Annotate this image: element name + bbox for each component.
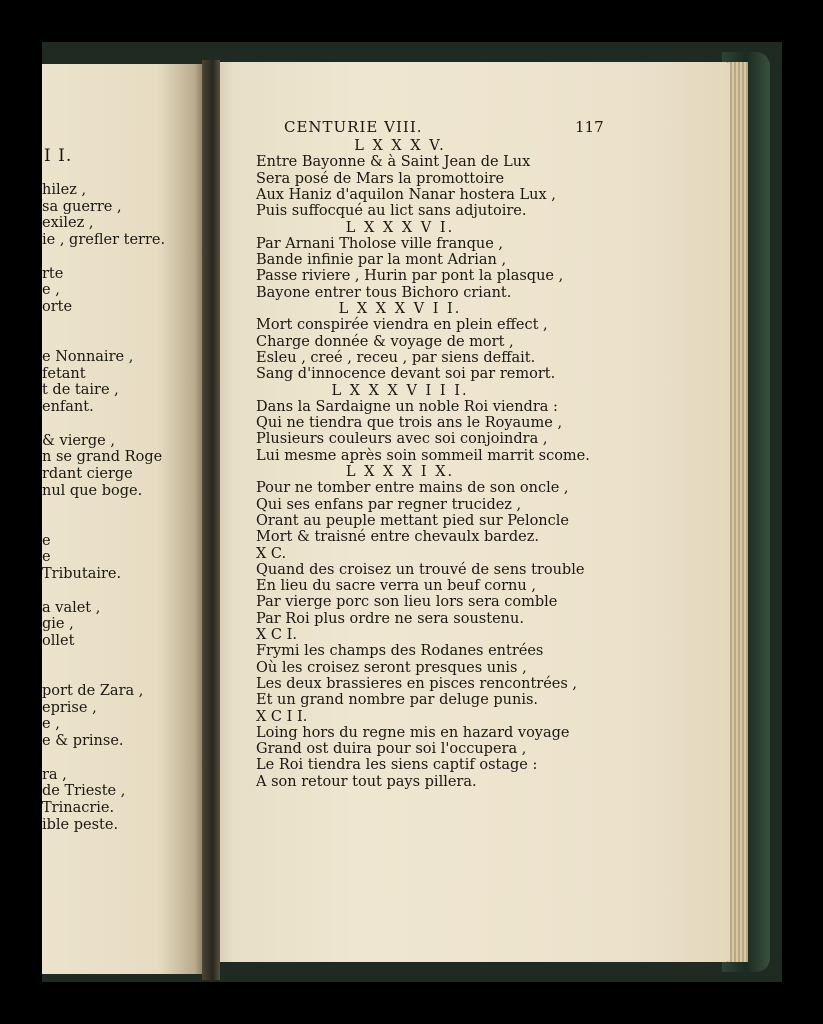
left-verse-fragment: hilez , xyxy=(42,182,87,198)
verse-line: Le Roi tiendra les siens captif ostage : xyxy=(256,757,538,774)
verse-line: Bande infinie par la mont Adrian , xyxy=(256,252,507,269)
left-verse-fragment: enfant. xyxy=(42,399,94,416)
verse-line: Sang d'innocence devant soi par remort. xyxy=(256,366,556,383)
quatrain-number: L X X X I X. xyxy=(345,464,455,480)
verse-line: X C. xyxy=(256,545,287,562)
verse-line: Quand des croisez un trouvé de sens trouble xyxy=(256,561,585,578)
verse-line: Par vierge porc son lieu lors sera comble xyxy=(256,594,558,611)
left-verse-fragment: exilez , xyxy=(42,215,94,232)
left-verse-fragment: port de Zara , xyxy=(42,683,144,699)
page-number: 117 xyxy=(575,118,604,136)
left-verse-fragment: & vierge , xyxy=(42,432,115,449)
verse-line: Loing hors du regne mis en hazard voyage xyxy=(256,724,570,741)
page-edges xyxy=(728,62,748,962)
left-verse-fragment: rte xyxy=(42,265,64,282)
left-verse-fragment: nul que boge. xyxy=(42,482,143,499)
verse-line: Où les croisez seront presques unis , xyxy=(256,659,527,676)
quatrain-number: L X X X V I I I. xyxy=(331,382,469,399)
running-head: CENTURIE VIII. xyxy=(284,118,423,136)
left-verse-fragment: e , xyxy=(42,282,60,299)
left-verse-fragment: e xyxy=(42,549,51,566)
left-verse-fragment: a valet , xyxy=(42,599,101,616)
verse-line: Grand ost duira pour soi l'occupera , xyxy=(256,741,527,758)
verse-line: Puis suffocqué au lict sans adjutoire. xyxy=(256,203,527,220)
left-verse-fragment: fetant xyxy=(42,365,86,382)
verse-line: Les deux brassieres en pisces rencontrées , xyxy=(256,675,578,692)
left-verse-fragment: ra , xyxy=(42,766,67,783)
left-verse-fragment: gie , xyxy=(42,616,74,633)
quatrain-number: L X X X V I. xyxy=(345,219,455,236)
verse-line: Bayone entrer tous Bichoro criant. xyxy=(256,284,512,301)
verse-line: Qui ne tiendra que trois ans le Royaume , xyxy=(256,415,563,432)
verse-line: Orant au peuple mettant pied sur Peloncle xyxy=(256,512,569,529)
left-verse-fragment: n se grand Roge xyxy=(42,449,163,466)
verse-line: Lui mesme après soin sommeil marrit scome. xyxy=(256,447,590,464)
left-verse-fragment: e & prinse. xyxy=(42,733,124,750)
verse-line: Par Arnani Tholose ville franque , xyxy=(256,235,503,252)
verse-line: X C I I. xyxy=(256,708,308,725)
left-verse-fragment: rdant cierge xyxy=(42,465,133,482)
left-verse-fragment: e , xyxy=(42,716,60,733)
left-verse-fragment: eprise , xyxy=(42,699,97,716)
verse-line: Charge donnée & voyage de mort , xyxy=(256,333,514,350)
verse-line: Dans la Sardaigne un noble Roi viendra : xyxy=(256,398,558,415)
left-verse-fragment: sa guerre , xyxy=(42,198,122,215)
left-verse-fragment: t de taire , xyxy=(42,382,119,399)
verse-line: Frymi les champs des Rodanes entrées xyxy=(256,643,544,660)
verse-line: Et un grand nombre par deluge punis. xyxy=(256,692,539,709)
verse-line: Mort & traisné entre chevaulx bardez. xyxy=(256,529,539,546)
quatrain-number: L X X X V. xyxy=(354,138,446,154)
left-verse-fragment: ible peste. xyxy=(42,816,119,833)
book-gutter xyxy=(202,60,220,980)
verse-line: X C I. xyxy=(256,627,297,643)
verse-line: En lieu du sacre verra un beuf cornu , xyxy=(256,578,536,595)
verse-line: Plusieurs couleurs avec soi conjoindra , xyxy=(256,431,548,448)
left-verse-fragment: ollet xyxy=(42,632,75,649)
verse-line: Mort conspirée viendra en plein effect , xyxy=(256,317,548,334)
left-verse-fragment: e Nonnaire , xyxy=(42,349,134,365)
left-verse-fragment: Trinacrie. xyxy=(42,799,115,816)
verse-line: Sera posé de Mars la promottoire xyxy=(256,170,505,187)
verse-line: Qui ses enfans par regner trucidez , xyxy=(256,496,522,513)
verse-line: Aux Haniz d'aquilon Nanar hostera Lux , xyxy=(256,186,556,203)
left-verse-fragment: Tributaire. xyxy=(42,566,122,583)
left-verse-fragment: e xyxy=(42,532,51,549)
verse-line: Passe riviere , Hurin par pont la plasque , xyxy=(256,268,564,285)
left-verse-fragment: de Trieste , xyxy=(42,783,126,800)
quatrain-number: L X X X V I I. xyxy=(338,301,462,317)
left-page-heading: I I. xyxy=(44,146,73,166)
verse-line: Esleu , creé , receu , par siens deffait. xyxy=(256,349,536,366)
verse-line: Pour ne tomber entre mains de son oncle , xyxy=(256,480,569,497)
verse-line: A son retour tout pays pillera. xyxy=(256,773,477,790)
verse-line: Par Roi plus ordre ne sera soustenu. xyxy=(256,610,524,627)
verse-line: Entre Bayonne & à Saint Jean de Lux xyxy=(256,154,531,171)
left-verse-fragment: orte xyxy=(42,298,73,315)
left-verse-fragment: ie , grefler terre. xyxy=(42,232,166,249)
